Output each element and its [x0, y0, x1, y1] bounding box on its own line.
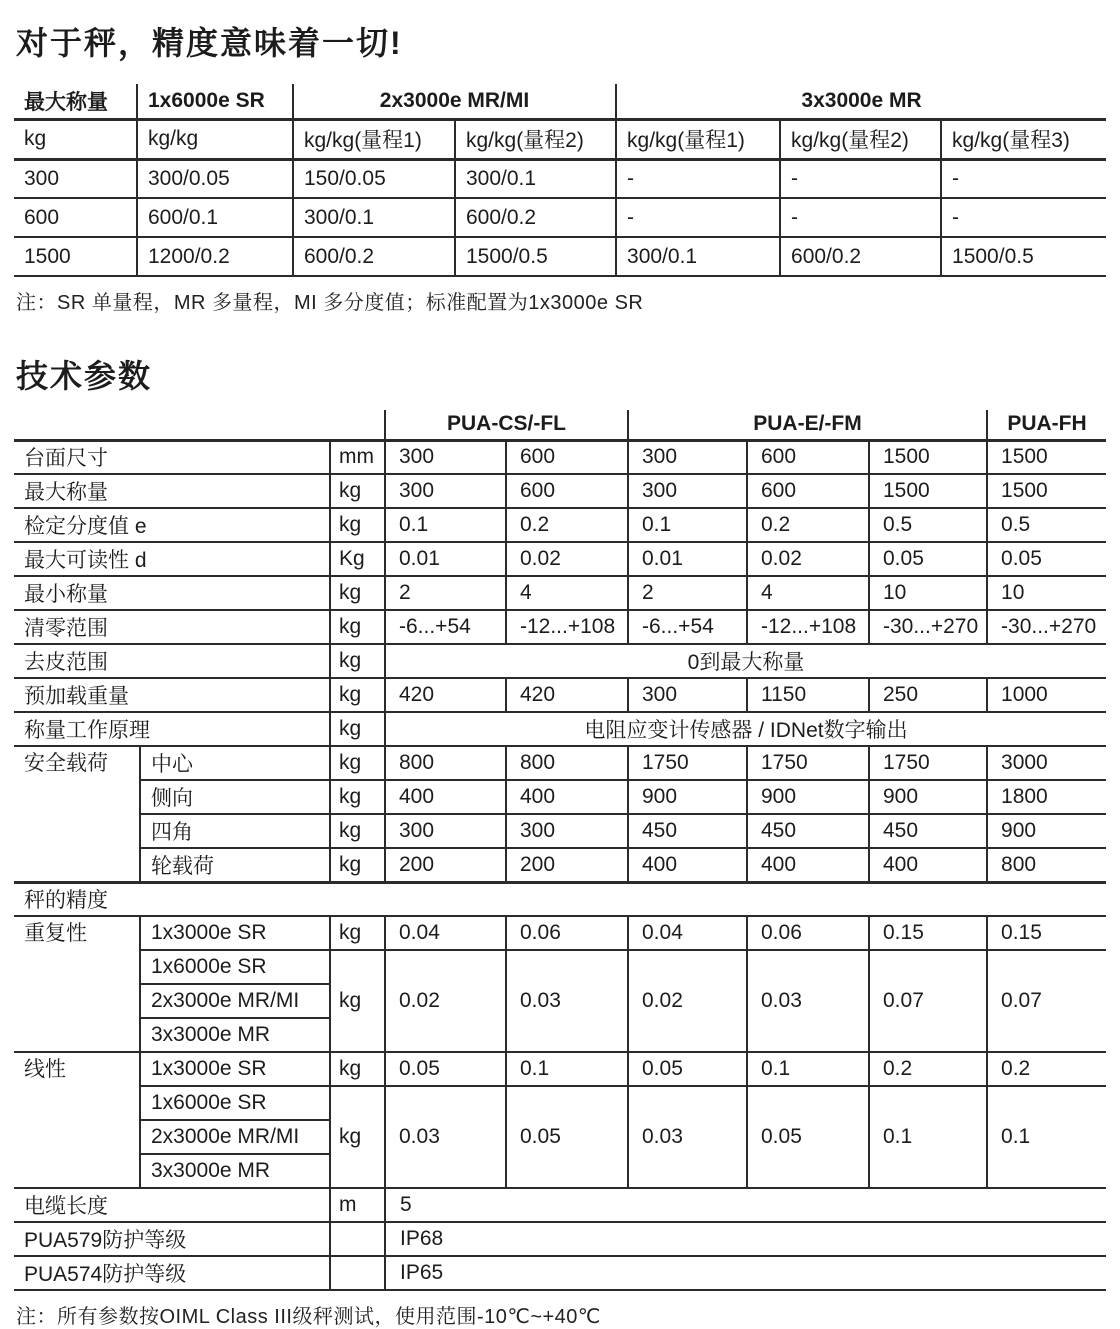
value-cell: 0.2 [506, 508, 628, 542]
value-cell: - [780, 159, 941, 198]
column-group-header: 3x3000e MR [616, 84, 1106, 119]
unit-cell: kg [330, 644, 385, 678]
value-cell: 0.1 [385, 508, 506, 542]
table-row [14, 198, 1106, 237]
value-cell: 900 [747, 780, 869, 814]
value-cell: 0.04 [385, 916, 506, 950]
unit-cell: kg [330, 950, 385, 1052]
value-cell: 10 [987, 576, 1106, 610]
table-row [14, 1256, 1106, 1290]
merged-value-cell: 0到最大称量 [385, 644, 1106, 678]
value-cell: 200 [385, 848, 506, 882]
table-row [14, 84, 1106, 119]
table-row [14, 440, 1106, 474]
table-row [14, 746, 1106, 780]
value-cell: 0.1 [987, 1086, 1106, 1188]
value-cell: 0.01 [628, 542, 747, 576]
page-title: 对于秤，精度意味着一切! [16, 25, 403, 61]
value-cell: 0.2 [987, 1052, 1106, 1086]
value-cell: 400 [747, 848, 869, 882]
merged-value-cell: 5 [385, 1188, 1106, 1222]
merged-value-cell: IP68 [385, 1222, 1106, 1256]
table-row [14, 119, 1106, 159]
value-cell: -6...+54 [385, 610, 506, 644]
row-label: 最小称量 [14, 576, 330, 610]
row-label: PUA574防护等级 [14, 1256, 330, 1290]
value-cell: 300/0.1 [455, 159, 616, 198]
value-cell: 0.1 [628, 508, 747, 542]
value-cell: 1000 [987, 678, 1106, 712]
unit-header-cell: kg/kg(量程3) [941, 119, 1106, 159]
value-cell: 3000 [987, 746, 1106, 780]
unit-header-cell: kg/kg [137, 119, 293, 159]
unit-header-cell: kg [14, 119, 137, 159]
row-label: 电缆长度 [14, 1188, 330, 1222]
table-row [14, 1086, 1106, 1120]
unit-cell: kg [330, 1052, 385, 1086]
unit-cell: kg [330, 678, 385, 712]
row-label: 最大称量 [14, 474, 330, 508]
value-cell: 300 [628, 440, 747, 474]
unit-cell: kg [330, 576, 385, 610]
merged-value-cell: IP65 [385, 1256, 1106, 1290]
row-label: 清零范围 [14, 610, 330, 644]
value-cell: - [941, 159, 1106, 198]
table-row [14, 916, 1106, 950]
value-cell: 300/0.1 [616, 237, 780, 276]
value-cell: 0.02 [628, 950, 747, 1052]
unit-cell: kg [330, 780, 385, 814]
table-row [14, 576, 1106, 610]
value-cell: - [616, 159, 780, 198]
column-group-header: PUA-FH [987, 410, 1106, 440]
value-cell: 600 [747, 440, 869, 474]
table-row [14, 950, 1106, 984]
value-cell: 300 [385, 814, 506, 848]
value-cell: -6...+54 [628, 610, 747, 644]
value-cell: 10 [869, 576, 987, 610]
value-cell: 1500/0.5 [941, 237, 1106, 276]
table-row [14, 712, 1106, 746]
table-row [14, 882, 1106, 916]
value-cell: 0.07 [987, 950, 1106, 1052]
value-cell: - [780, 198, 941, 237]
value-cell: 450 [628, 814, 747, 848]
value-cell: 600 [747, 474, 869, 508]
row-sublabel: 2x3000e MR/MI [140, 984, 330, 1018]
value-cell: 0.02 [747, 542, 869, 576]
value-cell: 600/0.2 [293, 237, 455, 276]
value-cell: -30...+270 [987, 610, 1106, 644]
column-header: 1x6000e SR [137, 84, 293, 119]
value-cell: 0.05 [747, 1086, 869, 1188]
value-cell: 800 [506, 746, 628, 780]
value-cell: 450 [747, 814, 869, 848]
table-row [14, 644, 1106, 678]
value-cell: 1800 [987, 780, 1106, 814]
technical-parameters-table-body [14, 410, 1106, 1290]
value-cell: 1500 [14, 237, 137, 276]
value-cell: 150/0.05 [293, 159, 455, 198]
table-row [14, 410, 1106, 440]
column-header: 最大称量 [14, 84, 137, 119]
value-cell: 600/0.2 [780, 237, 941, 276]
value-cell: 0.02 [385, 950, 506, 1052]
unit-header-cell: kg/kg(量程2) [455, 119, 616, 159]
table-row [14, 508, 1106, 542]
table-row [14, 814, 1106, 848]
row-label: 检定分度值 e [14, 508, 330, 542]
value-cell: 420 [506, 678, 628, 712]
unit-header-cell: kg/kg(量程1) [616, 119, 780, 159]
table-row [14, 780, 1106, 814]
value-cell: 300 [385, 440, 506, 474]
value-cell: 400 [869, 848, 987, 882]
max-capacity-table [14, 84, 1106, 277]
value-cell: 0.03 [385, 1086, 506, 1188]
value-cell: 1500 [869, 440, 987, 474]
unit-cell: m [330, 1188, 385, 1222]
row-label: 称量工作原理 [14, 712, 330, 746]
value-cell: 450 [869, 814, 987, 848]
table-row [14, 159, 1106, 198]
value-cell: 300 [628, 678, 747, 712]
value-cell: 1750 [747, 746, 869, 780]
value-cell: 0.1 [506, 1052, 628, 1086]
value-cell: 300 [14, 159, 137, 198]
value-cell: 300 [506, 814, 628, 848]
row-sublabel: 3x3000e MR [140, 1018, 330, 1052]
value-cell: 2 [628, 576, 747, 610]
value-cell: 1750 [869, 746, 987, 780]
capacity-table-note: 注：SR 单量程，MR 多量程，MI 多分度值；标准配置为1x3000e SR [16, 292, 644, 314]
value-cell: 0.04 [628, 916, 747, 950]
unit-header-cell: kg/kg(量程2) [780, 119, 941, 159]
tech-table-note: 注：所有参数按OIML Class III级秤测试，使用范围-10℃~+40℃ [16, 1306, 601, 1328]
value-cell: 1500 [987, 474, 1106, 508]
row-label: 最大可读性 d [14, 542, 330, 576]
table-row [14, 1052, 1106, 1086]
unit-cell [330, 1222, 385, 1256]
section-label: 秤的精度 [14, 882, 1106, 916]
unit-cell: kg [330, 746, 385, 780]
value-cell: 0.05 [869, 542, 987, 576]
unit-cell: mm [330, 440, 385, 474]
value-cell: 0.06 [747, 916, 869, 950]
value-cell: 0.05 [506, 1086, 628, 1188]
value-cell: 900 [869, 780, 987, 814]
value-cell: 900 [987, 814, 1106, 848]
value-cell: 1500/0.5 [455, 237, 616, 276]
value-cell: 300/0.05 [137, 159, 293, 198]
value-cell: 0.03 [628, 1086, 747, 1188]
value-cell: 600/0.1 [137, 198, 293, 237]
row-sublabel: 1x3000e SR [140, 1052, 330, 1086]
value-cell: 300 [385, 474, 506, 508]
unit-cell: kg [330, 610, 385, 644]
value-cell: 0.5 [987, 508, 1106, 542]
row-sublabel: 轮载荷 [140, 848, 330, 882]
table-row [14, 848, 1106, 882]
row-sublabel: 中心 [140, 746, 330, 780]
tech-params-title: 技术参数 [16, 358, 153, 394]
unit-cell: kg [330, 848, 385, 882]
value-cell: -12...+108 [747, 610, 869, 644]
unit-cell: kg [330, 1086, 385, 1188]
value-cell: 0.03 [506, 950, 628, 1052]
unit-cell: kg [330, 508, 385, 542]
value-cell: -30...+270 [869, 610, 987, 644]
value-cell: 4 [506, 576, 628, 610]
value-cell: 0.2 [747, 508, 869, 542]
value-cell: 800 [987, 848, 1106, 882]
unit-cell: kg [330, 474, 385, 508]
value-cell: 600 [506, 440, 628, 474]
value-cell: 0.15 [869, 916, 987, 950]
table-row [14, 474, 1106, 508]
value-cell: 1750 [628, 746, 747, 780]
value-cell: 900 [628, 780, 747, 814]
row-sublabel: 2x3000e MR/MI [140, 1120, 330, 1154]
value-cell: 400 [628, 848, 747, 882]
merged-value-cell: 电阻应变计传感器 / IDNet数字输出 [385, 712, 1106, 746]
header-blank-cell [14, 410, 330, 440]
value-cell: -12...+108 [506, 610, 628, 644]
table-row [14, 1222, 1106, 1256]
row-sublabel: 1x6000e SR [140, 1086, 330, 1120]
row-label: 预加载重量 [14, 678, 330, 712]
value-cell: 600/0.2 [455, 198, 616, 237]
value-cell: 4 [747, 576, 869, 610]
table-row [14, 678, 1106, 712]
unit-cell: kg [330, 712, 385, 746]
table-row [14, 237, 1106, 276]
value-cell: 0.03 [747, 950, 869, 1052]
value-cell: 0.2 [869, 1052, 987, 1086]
value-cell: - [941, 198, 1106, 237]
value-cell: 0.05 [987, 542, 1106, 576]
value-cell: 0.15 [987, 916, 1106, 950]
value-cell: 0.05 [385, 1052, 506, 1086]
value-cell: 600 [506, 474, 628, 508]
row-label: 线性 [14, 1052, 140, 1188]
value-cell: 300/0.1 [293, 198, 455, 237]
value-cell: 0.01 [385, 542, 506, 576]
value-cell: 0.1 [869, 1086, 987, 1188]
row-sublabel: 1x3000e SR [140, 916, 330, 950]
value-cell: 1500 [987, 440, 1106, 474]
header-blank-cell [330, 410, 385, 440]
value-cell: 1150 [747, 678, 869, 712]
unit-cell: Kg [330, 542, 385, 576]
value-cell: 1500 [869, 474, 987, 508]
value-cell: 300 [628, 474, 747, 508]
value-cell: 0.07 [869, 950, 987, 1052]
column-group-header: PUA-CS/-FL [385, 410, 628, 440]
table-row [14, 1188, 1106, 1222]
row-label: 重复性 [14, 916, 140, 1052]
table-row [14, 542, 1106, 576]
row-sublabel: 侧向 [140, 780, 330, 814]
value-cell: 1200/0.2 [137, 237, 293, 276]
value-cell: 200 [506, 848, 628, 882]
value-cell: 420 [385, 678, 506, 712]
row-sublabel: 3x3000e MR [140, 1154, 330, 1188]
unit-cell: kg [330, 814, 385, 848]
value-cell: 250 [869, 678, 987, 712]
row-sublabel: 四角 [140, 814, 330, 848]
column-group-header: PUA-E/-FM [628, 410, 987, 440]
value-cell: 2 [385, 576, 506, 610]
value-cell: 0.5 [869, 508, 987, 542]
value-cell: 400 [506, 780, 628, 814]
row-label: 安全载荷 [14, 746, 140, 882]
max-capacity-table-body [14, 84, 1106, 276]
technical-parameters-table [14, 410, 1106, 1291]
value-cell: 0.06 [506, 916, 628, 950]
value-cell: 600 [14, 198, 137, 237]
row-label: 台面尺寸 [14, 440, 330, 474]
value-cell: 0.05 [628, 1052, 747, 1086]
row-label: PUA579防护等级 [14, 1222, 330, 1256]
row-sublabel: 1x6000e SR [140, 950, 330, 984]
value-cell: 800 [385, 746, 506, 780]
column-group-header: 2x3000e MR/MI [293, 84, 616, 119]
unit-header-cell: kg/kg(量程1) [293, 119, 455, 159]
row-label: 去皮范围 [14, 644, 330, 678]
value-cell: - [616, 198, 780, 237]
table-row [14, 610, 1106, 644]
unit-cell [330, 1256, 385, 1290]
value-cell: 0.1 [747, 1052, 869, 1086]
value-cell: 0.02 [506, 542, 628, 576]
value-cell: 400 [385, 780, 506, 814]
unit-cell: kg [330, 916, 385, 950]
